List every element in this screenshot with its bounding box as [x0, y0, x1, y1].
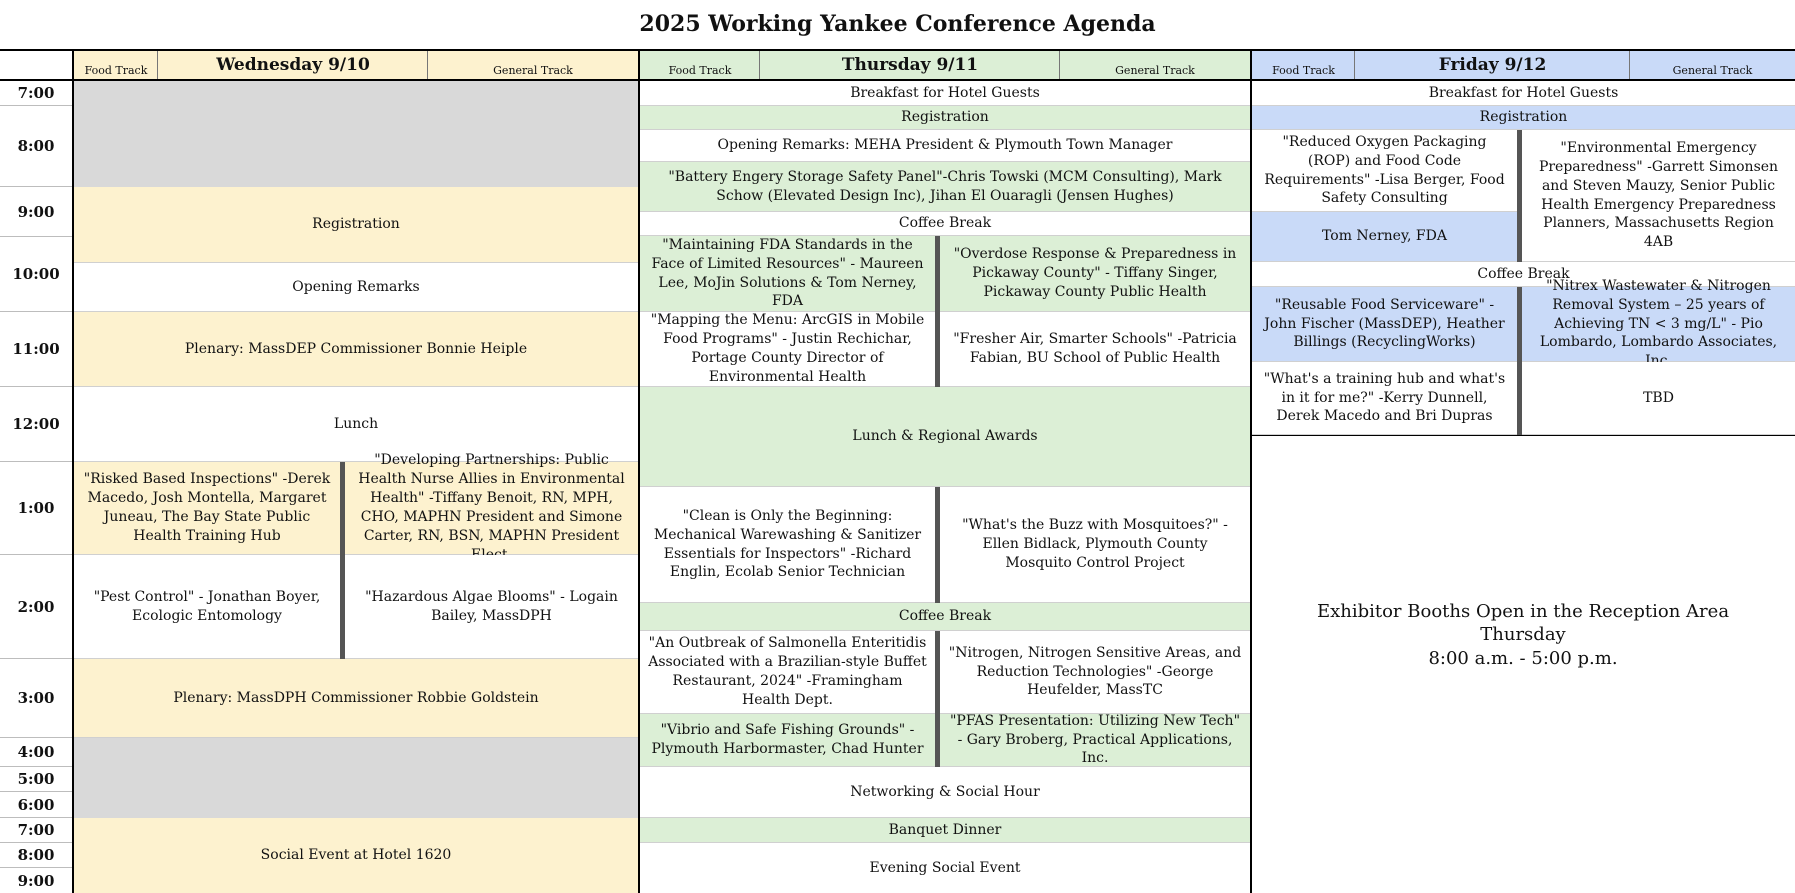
exhibitor-line-3: 8:00 a.m. - 5:00 p.m.: [1428, 647, 1618, 669]
time-label: 4:00: [0, 738, 72, 767]
time-label: 10:00: [0, 237, 72, 312]
fri-coffee-break: Coffee Break: [1252, 262, 1795, 287]
thu-session-nitrogen: "Nitrogen, Nitrogen Sensitive Areas, and Reduction Technologies" -George Heufelder, MassTC: [940, 631, 1250, 714]
wed-plenary-massdph: Plenary: MassDPH Commissioner Robbie Goldstein: [74, 659, 638, 738]
thu-battery-panel: "Battery Engery Storage Safety Panel"-Chris Towski (MCM Consulting), Mark Schow (Elevated Design Inc), Jihan El Ouaragli (Jensen Hughes): [640, 162, 1250, 212]
time-label: 9:00: [17, 871, 55, 890]
thu-coffee-break-1: Coffee Break: [640, 212, 1250, 236]
wed-food-track-label: Food Track: [74, 51, 158, 79]
time-label: 3:00: [0, 659, 72, 738]
wed-registration: Registration: [74, 187, 638, 263]
wed-plenary-massdep: Plenary: MassDEP Commissioner Bonnie Heiple: [74, 312, 638, 387]
thu-session-fda-standards: "Maintaining FDA Standards in the Face of Limited Resources" - Maureen Lee, MoJin Solutions & Tom Nerney, FDA: [640, 236, 935, 312]
thu-session-pfas: "PFAS Presentation: Utilizing New Tech" - Gary Broberg, Practical Applications, Inc.: [940, 714, 1250, 767]
time-label: 2:00: [0, 555, 72, 659]
fri-session-nitrex: Removal System – 25 years of Achieving TN < 3 mg/L" - Pio Lombardo, Lombardo Associates,: [1522, 287, 1795, 362]
wed-track-divider: [340, 462, 345, 659]
thu-coffee-break-2: Coffee Break: [640, 603, 1250, 631]
time-label: 6:00: [0, 792, 72, 818]
thu-track-divider: [935, 487, 940, 603]
fri-sessions-bottom-border: [1252, 435, 1795, 436]
time-label: 1:00: [0, 462, 72, 555]
day-header-wednesday: Wednesday 9/10: [158, 51, 428, 79]
column-border: [1250, 51, 1252, 893]
thu-evening-social: Evening Social Event: [640, 843, 1250, 893]
thu-lunch-awards: Lunch & Regional Awards: [640, 387, 1250, 487]
day-header-thursday: Thursday 9/11: [760, 51, 1060, 79]
page-title: 2025 Working Yankee Conference Agenda: [639, 11, 1156, 37]
fri-breakfast: Breakfast for Hotel Guests: [1252, 81, 1795, 106]
fri-registration: Registration: [1252, 106, 1795, 130]
fri-session-training-hub: "What's a training hub and what's in it for me?" -Kerry Dunnell, Derek Macedo and Bri Dupras: [1252, 362, 1517, 435]
fri-session-reusable-serviceware: "Reusable Food Serviceware" - John Fischer (MassDEP), Heather Billings (RecyclingWorks): [1252, 287, 1517, 362]
thu-session-clean-beginning: "Clean is Only the Beginning: Mechanical Warewashing & Sanitizer Essentials for Inspectors" -Richard Englin, Ecolab Senior Technician: [640, 487, 935, 603]
thu-networking-hour: Networking & Social Hour: [640, 767, 1250, 818]
thu-session-fresher-air: "Fresher Air, Smarter Schools" -Patricia Fabian, BU School of Public Health: [940, 312, 1250, 387]
fri-session-tom-nerney: Tom Nerney, FDA: [1252, 212, 1517, 262]
header-divider: [427, 51, 428, 79]
wed-session-developing-partnerships: Health Nurse Allies in Environmental Health" -Tiffany Benoit, RN, MPH, CHO, MAPHN President and Simone Carter, RN, BSN, MAPHN President: [345, 462, 638, 555]
column-border: [638, 51, 640, 893]
day-header-friday: Friday 9/12: [1355, 51, 1630, 79]
fri-session-emergency-preparedness: "Environmental Emergency Preparedness" -Garrett Simonsen and Steven Mauzy, Senior Public Health Emergency Preparedness Planners, Massachusetts Region 4AB: [1522, 130, 1795, 262]
wed-session-risk-based-inspections: "Risked Based Inspections" -Derek Macedo, Josh Montella, Margaret Juneau, The Bay State Public Health Training Hub: [74, 462, 340, 555]
wed-general-track-label: General Track: [428, 51, 638, 79]
thu-session-mosquitoes: "What's the Buzz with Mosquitoes?" -Ellen Bidlack, Plymouth County Mosquito Control Project: [940, 487, 1250, 603]
thu-track-divider: [935, 631, 940, 767]
header-divider: [1629, 51, 1630, 79]
thu-banquet-dinner: Banquet Dinner: [640, 818, 1250, 843]
time-label: 11:00: [0, 312, 72, 387]
fri-general-track-label: General Track: [1630, 51, 1795, 79]
fri-food-track-label: Food Track: [1252, 51, 1355, 79]
exhibitor-line-2: Thursday: [1480, 624, 1566, 646]
time-label: 12:00: [0, 387, 72, 462]
thu-food-track-label: Food Track: [640, 51, 760, 79]
time-label: 7:00: [0, 81, 72, 106]
fri-session-tbd: TBD: [1522, 362, 1795, 435]
thu-session-vibrio: "Vibrio and Safe Fishing Grounds" - Plymouth Harbormaster, Chad Hunter: [640, 714, 935, 767]
fri-track-divider: [1517, 130, 1522, 262]
thu-registration: Registration: [640, 106, 1250, 130]
exhibitor-line-1: Exhibitor Booths Open in the Reception Area: [1316, 601, 1730, 622]
thu-track-divider: [935, 236, 940, 387]
time-label: 8:00: [0, 843, 72, 868]
thu-opening-remarks: Opening Remarks: MEHA President & Plymouth Town Manager: [640, 130, 1250, 162]
fri-track-divider: [1517, 287, 1522, 435]
wed-blocked-afternoon: [74, 738, 638, 818]
column-border: [72, 51, 74, 893]
header-divider: [1059, 51, 1060, 79]
fri-session-rop: "Reduced Oxygen Packaging (ROP) and Food Code Requirements" -Lisa Berger, Food Safety Consulting: [1252, 130, 1517, 212]
exhibitor-notice: [1251, 600, 1795, 670]
wed-blocked-morning: [74, 81, 638, 187]
time-label: 8:00: [0, 106, 72, 187]
header-divider: [157, 51, 158, 79]
wed-social-event: Social Event at Hotel 1620: [74, 818, 638, 893]
header-divider: [759, 51, 760, 79]
time-label: 9:00: [0, 187, 72, 237]
thu-general-track-label: General Track: [1060, 51, 1250, 79]
wed-lunch: Lunch: [74, 387, 638, 462]
header-divider: [1354, 51, 1355, 79]
time-label: 5:00: [0, 767, 72, 792]
thu-session-overdose-response: "Overdose Response & Preparedness in Pickaway County" - Tiffany Singer, Pickaway County Public Health: [940, 236, 1250, 312]
time-label: 7:00: [0, 818, 72, 843]
thu-session-salmonella-outbreak: "An Outbreak of Salmonella Enteritidis Associated with a Brazilian-style Buffet Restaurant, 2024" -Framingham Health Dept.: [640, 631, 935, 714]
thu-session-mapping-menu: "Mapping the Menu: ArcGIS in Mobile Food Programs" - Justin Rechichar, Portage County Director of Environmental Health: [640, 312, 935, 387]
wed-session-pest-control: "Pest Control" - Jonathan Boyer, Ecologic Entomology: [74, 555, 340, 659]
thu-breakfast: Breakfast for Hotel Guests: [640, 81, 1250, 106]
wed-opening-remarks: Opening Remarks: [74, 263, 638, 312]
wed-session-hazardous-algae: "Hazardous Algae Blooms" - Logain Bailey, MassDPH: [345, 555, 638, 659]
